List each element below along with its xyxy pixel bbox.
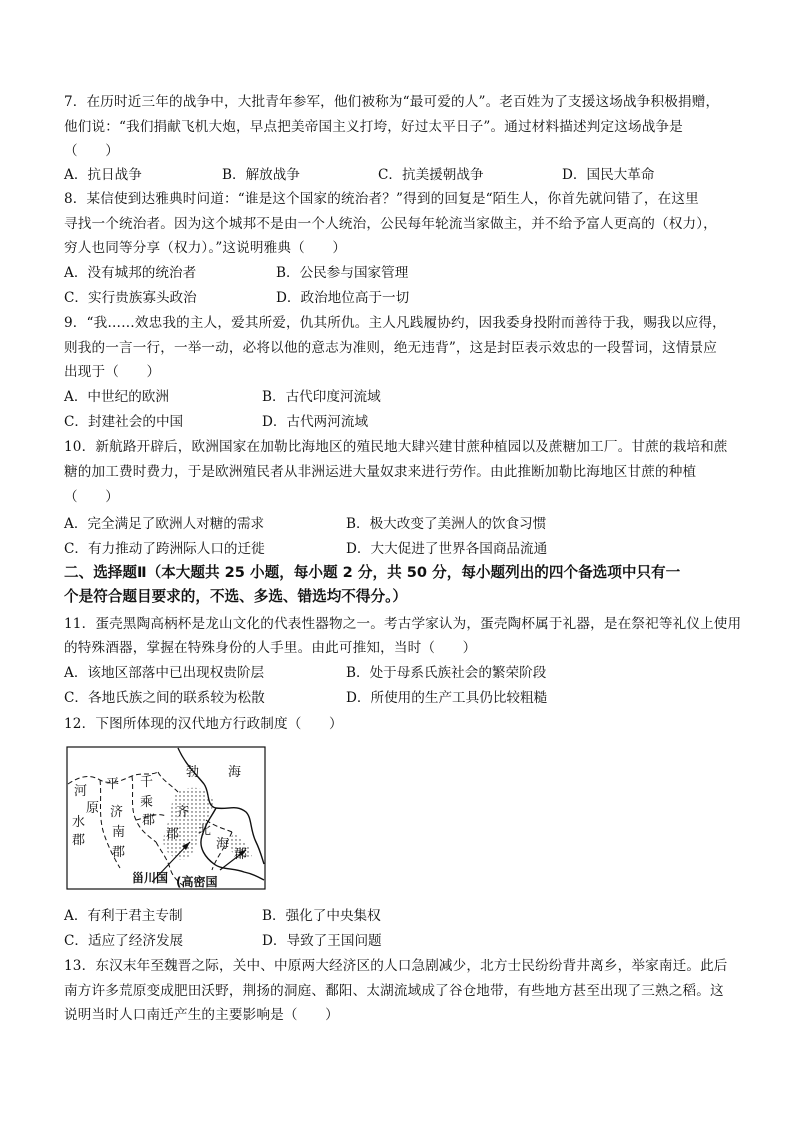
- map-label-cheng: 乘: [140, 795, 154, 810]
- q12-option-a: A．有利于君主专制: [64, 908, 183, 924]
- q13-stem-line3: 说明当时人口南迁产生的主要影响是（ ）: [64, 1007, 339, 1023]
- q9-stem-line2: 则我的一言一行，一举一动，必将以他的意志为准则，绝无违背”，这是封臣表示效忠的一段誓词，这情景应: [64, 340, 718, 356]
- q7-option-c: C．抗美援朝战争: [378, 167, 484, 183]
- map-label-ji: 济: [110, 805, 124, 820]
- map-label-zichuan: 甾川国: [132, 871, 169, 885]
- q11-stem-line1: 11．蛋壳黑陶高柄杯是龙山文化的代表性器物之一。考古学家认为，蛋壳陶杯属于礼器，是在祭祀等礼仪上使用: [64, 616, 742, 632]
- map-label-jun2: 郡: [112, 845, 126, 860]
- q12-option-c: C．适应了经济发展: [64, 933, 184, 949]
- q10-option-b: B．极大改变了美洲人的饮食习惯: [346, 516, 547, 532]
- q9-option-a: A．中世纪的欧洲: [64, 389, 169, 405]
- q7-option-a: A．抗日战争: [64, 167, 142, 183]
- map-label-hai2: 海: [216, 837, 230, 852]
- q9-option-c: C．封建社会的中国: [64, 414, 184, 430]
- map-label-ping: 平: [106, 777, 120, 792]
- map-label-jun4: 郡: [166, 827, 180, 842]
- q7-option-d: D．国民大革命: [562, 167, 655, 183]
- q10-option-a: A．完全满足了欧洲人对糖的需求: [64, 516, 265, 532]
- map-label-bei: 北: [198, 823, 212, 838]
- map-label-hai1: 海: [228, 765, 242, 780]
- q11-option-d: D．所使用的生产工具仍比较粗糙: [346, 690, 548, 706]
- q10-option-c: C．有力推动了跨洲际人口的迁徙: [64, 541, 265, 557]
- q7-stem-line1: 7．在历时近三年的战争中，大批青年参军，他们被称为“最可爱的人”。老百姓为了支援这场战争积极捐赠，: [64, 94, 720, 110]
- map-label-jun1: 郡: [72, 833, 86, 848]
- map-label-he: 河: [74, 784, 88, 799]
- q8-option-d: D．政治地位高于一切: [276, 290, 410, 306]
- q11-stem-line2: 的特殊酒器，掌握在特殊身份的人手里。由此可推知，当时（ ）: [64, 640, 477, 656]
- q7-option-b: B．解放战争: [222, 167, 300, 183]
- q11-option-b: B．处于母系氏族社会的繁荣阶段: [346, 665, 547, 681]
- q9-option-b: B．古代印度河流域: [262, 389, 381, 405]
- q11-option-c: C．各地氏族之间的联系较为松散: [64, 690, 265, 706]
- map-label-shui: 水: [72, 815, 86, 830]
- q9-stem-line3: 出现于（ ）: [64, 364, 161, 380]
- q8-option-b: B．公民参与国家管理: [276, 265, 409, 281]
- q13-stem-line2: 南方许多荒原变成肥田沃野，荆扬的洞庭、鄱阳、太湖流域成了谷仓地带，有些地方甚至出现了三熟之稻。这: [64, 983, 724, 999]
- map-label-qian: 千: [140, 775, 154, 790]
- map-label-gaomi: (高密国: [176, 875, 218, 889]
- q10-stem-line1: 10．新航路开辟后，欧洲国家在加勒比海地区的殖民地大肆兴建甘蔗种植园以及蔗糖加工厂。甘蔗的栽培和蔗: [64, 439, 728, 455]
- map-label-qi: 齐: [176, 805, 190, 820]
- q10-option-d: D．大大促进了世界各国商品流通: [346, 541, 548, 557]
- map-label-yuan: 原: [86, 801, 100, 816]
- q8-option-c: C．实行贵族寡头政治: [64, 290, 197, 306]
- q8-stem-line1: 8．某信使到达雅典时问道：“谁是这个国家的统治者？”得到的回复是“陌生人，你首先就问错了，在这里: [64, 191, 699, 207]
- q12-stem-line1: 12．下图所体现的汉代地方行政制度（ ）: [64, 716, 343, 732]
- q7-stem-line3: （ ）: [64, 143, 119, 159]
- section-2-heading-line2: 个是符合题目要求的，不选、多选、错选均不得分。）: [64, 588, 407, 605]
- q8-stem-line3: 穷人也同等分享（权力）。”这说明雅典（ ）: [64, 240, 347, 256]
- q13-stem-line1: 13．东汉末年至魏晋之际，关中、中原两大经济区的人口急剧减少，北方士民纷纷背井离乡，举家南迁。此后: [64, 958, 728, 974]
- q9-option-d: D．古代两河流域: [262, 414, 369, 430]
- q11-option-a: A．该地区部落中已出现权贵阶层: [64, 665, 265, 681]
- q8-option-a: A．没有城邦的统治者: [64, 265, 197, 281]
- q9-stem-line1: 9．“我……效忠我的主人，爱其所爱，仇其所仇。主人凡践履协约，因我委身投附而善待于我，赐我以应得，: [64, 315, 726, 331]
- map-label-bo: 勃: [186, 765, 200, 780]
- q12-option-b: B．强化了中央集权: [262, 908, 381, 924]
- map-label-nan: 南: [112, 825, 126, 840]
- han-dynasty-admin-map: [66, 746, 266, 890]
- q7-stem-line2: 他们说：“我们捐献飞机大炮，早点把美帝国主义打垮，好过太平日子”。通过材料描述判定这场战争是: [64, 119, 683, 135]
- q10-stem-line3: （ ）: [64, 489, 119, 505]
- map-label-jun5: 郡: [234, 847, 248, 862]
- q12-option-d: D．导致了王国问题: [262, 933, 382, 949]
- q8-stem-line2: 寻找一个统治者。因为这个城邦不是由一个人统治，公民每年轮流当家做主，并不给予富人更高的（权力），: [64, 216, 717, 232]
- section-2-heading-line1: 二、选择题Ⅱ（本大题共 25 小题，每小题 2 分，共 50 分，每小题列出的四个备选项中只有一: [64, 564, 681, 581]
- q10-stem-line2: 糖的加工费时费力，于是欧洲殖民者从非洲运进大量奴隶来进行劳作。由此推断加勒比海地区甘蔗的种植: [64, 464, 697, 480]
- map-label-jun3: 郡: [142, 813, 156, 828]
